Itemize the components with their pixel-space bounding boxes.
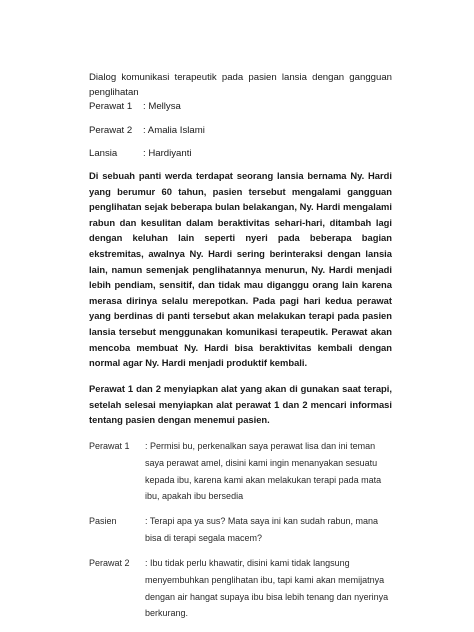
- preparation-paragraph: Perawat 1 dan 2 menyiapkan alat yang akan di gunakan saat terapi, setelah selesai menyiapkan alat perawat 1 dan 2 mencari informasi tentang pasien dengan menemui pasien.: [89, 383, 392, 426]
- participant-name: : Amalia Islami: [143, 125, 205, 136]
- participant-name: : Mellysa: [143, 101, 181, 112]
- dialog-speaker: Perawat 1: [89, 441, 130, 451]
- participant-row-perawat-1: [89, 101, 181, 113]
- document-title: Dialog komunikasi terapeutik pada pasien lansia dengan gangguan penglihatan: [89, 72, 392, 98]
- dialog-speaker: Perawat 2: [89, 558, 130, 568]
- participant-row-lansia: [89, 148, 192, 160]
- participant-label: Perawat 2: [89, 125, 133, 136]
- participant-label: Perawat 1: [89, 101, 133, 112]
- dialog-text: : Permisi bu, perkenalkan saya perawat lisa dan ini teman saya perawat amel, disini kami ingin menanyakan sesuatu kepada ibu, karena kami akan melakukan terapi pada mata ibu, apakah ibu bersedia: [145, 441, 382, 502]
- scenario-paragraph: Di sebuah panti werda terdapat seorang lansia bernama Ny. Hardi yang berumur 60 tahun, pasien tersebut mengalami gangguan penglihatan sejak beberapa bulan belakangan, Ny. Hardi mengalami rabun dan kesulitan dalam beraktivitas sehari-hari, ditambah lagi dengan keluhan lain seperti nyeri pada beberapa bagian ekstremitas, awalnya Ny. Hardi sering berinteraksi dengan lansia lain, namun semenjak penglihatannya menurun, Ny. Hardi menjadi lebih pendiam, sensitif, dan tidak mau diganggu orang lain karena merasa dirinya selalu merepotkan. Pada pagi hari kedua perawat yang berdinas di panti tersebut akan melakukan terapi pada pasien lansia tersebut menggunakan komunikasi terapeutik. Perawat akan mencoba membuat Ny. Hardi bisa beraktivitas kembali dengan normal agar Ny. Hardi menjadi produktif kembali.: [89, 170, 392, 369]
- participant-row-perawat-2: [89, 125, 205, 137]
- dialog-speaker: Pasien: [89, 516, 117, 526]
- participant-label: Lansia: [89, 148, 118, 159]
- participant-name: : Hardiyanti: [143, 148, 192, 159]
- dialog-text: : Terapi apa ya sus? Mata saya ini kan sudah rabun, mana bisa di terapi segala macem?: [145, 516, 378, 543]
- dialog-text: : Ibu tidak perlu khawatir, disini kami tidak langsung menyembuhkan penglihatan ibu, tapi kami akan memijatnya dengan air hangat supaya ibu bisa lebih tenang dan nyerinya berkurang.: [145, 558, 389, 619]
